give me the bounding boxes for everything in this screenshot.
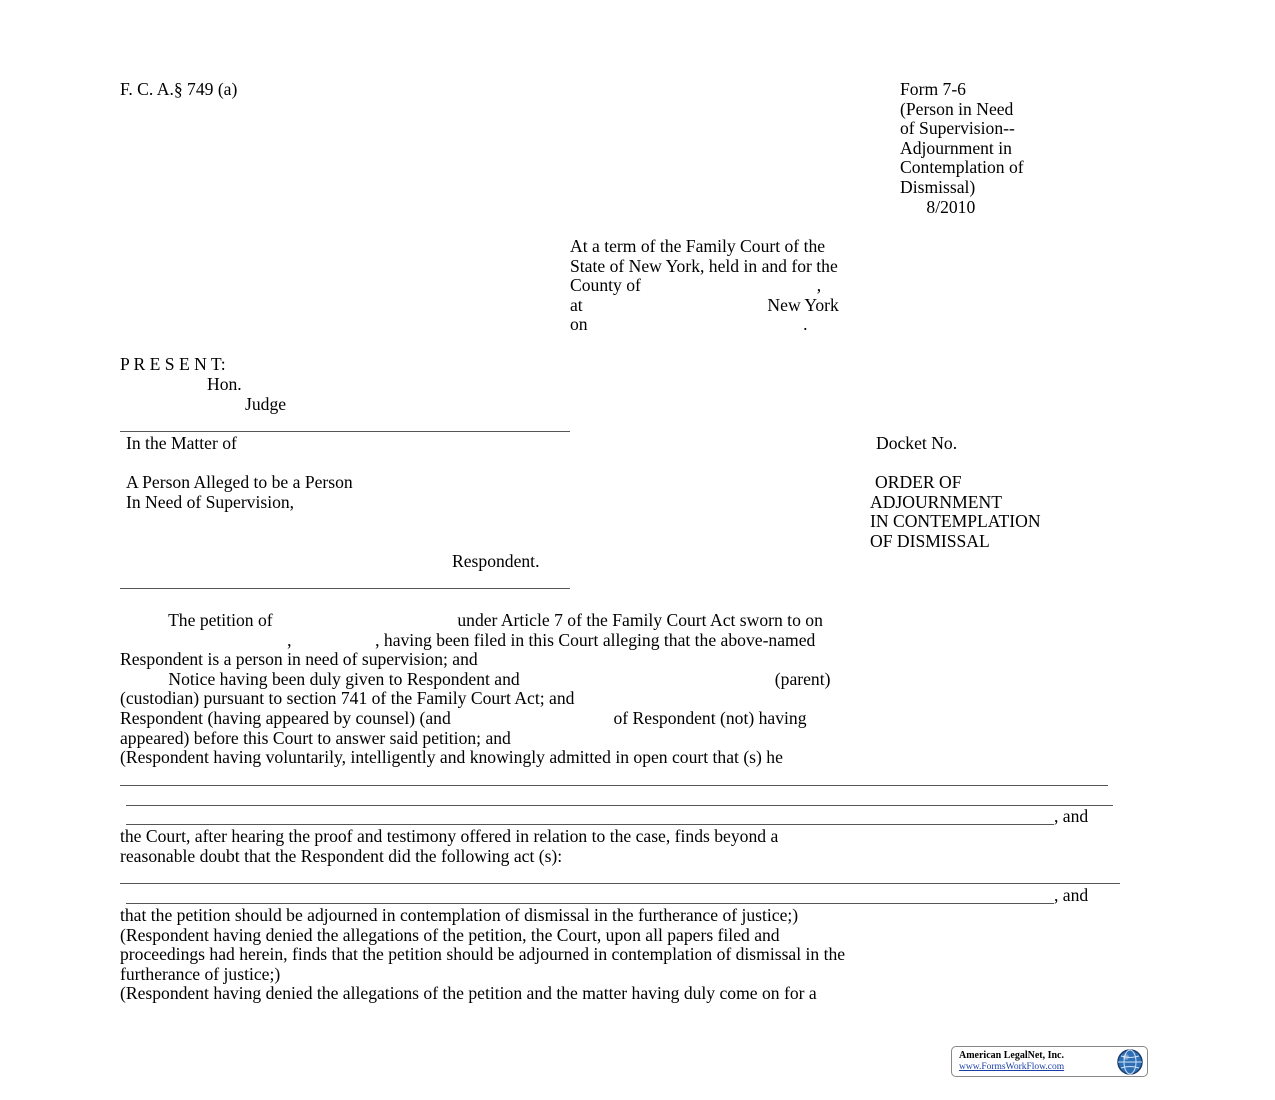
body-line: (Respondent having denied the allegations of the petition, the Court, upon all papers filed and: [120, 925, 780, 945]
order-title-line: OF DISMISSAL: [870, 530, 990, 551]
location-line: at New York: [570, 294, 839, 315]
date-line: on .: [570, 314, 808, 335]
alleged-line-2: In Need of Supervision,: [126, 492, 295, 512]
form-identifier: [900, 80, 1024, 217]
globe-icon: [1116, 1048, 1144, 1076]
body-line: furtherance of justice;): [120, 964, 281, 984]
publisher-url[interactable]: www.FormsWorkFlow.com: [959, 1062, 1065, 1072]
body-line: the Court, after hearing the proof and testimony offered in relation to the case, finds beyond a: [120, 826, 779, 846]
alleged-line-1: A Person Alleged to be a Person: [126, 472, 353, 492]
body-line: proceedings had herein, finds that the petition should be adjourned in contemplation of dismissal in the: [120, 944, 846, 964]
body-line: Respondent (having appeared by counsel) (and of Respondent (not) having: [120, 708, 807, 728]
body-line: (custodian) pursuant to section 741 of the Family Court Act; and: [120, 688, 575, 708]
docket-number-label: Docket No.: [876, 433, 958, 453]
admission-blank-line: [120, 785, 1108, 786]
order-title: [870, 473, 1041, 551]
body-line: appeared) before this Court to answer said petition; and: [120, 728, 511, 748]
form-line: Contemplation of: [900, 157, 1024, 178]
admission-blank-line: [126, 805, 1113, 806]
court-term-block: [570, 237, 839, 335]
order-title-line: IN CONTEMPLATION: [870, 511, 1041, 532]
form-line: Form 7-6: [900, 79, 966, 99]
body-line: (Respondent having voluntarily, intelligently and knowingly admitted in open court that (s) he: [120, 747, 783, 767]
form-line: (Person in Need: [900, 98, 1014, 119]
body-line: , , having been filed in this Court alleging that the above-named: [120, 630, 816, 650]
body-line: Respondent is a person in need of supervision; and: [120, 649, 478, 669]
caption-top-rule: [120, 431, 570, 432]
form-line: Dismissal): [900, 176, 976, 197]
body-line: Notice having been duly given to Respondent and (parent): [120, 669, 831, 689]
judge-honorific: Hon.: [207, 374, 242, 394]
acts-blank-line: [120, 883, 1120, 884]
court-term-line: At a term of the Family Court of the: [570, 236, 826, 256]
order-title-line: ORDER OF: [875, 472, 962, 492]
publisher-name: American LegalNet, Inc.: [959, 1050, 1064, 1061]
form-line: of Supervision--: [900, 118, 1015, 139]
form-date: 8/2010: [900, 196, 976, 217]
respondent-label: Respondent.: [452, 551, 540, 571]
court-term-line: State of New York, held in and for the: [570, 255, 838, 276]
county-line: County of ,: [570, 275, 822, 296]
body-line: reasonable doubt that the Respondent did the following act (s):: [120, 846, 563, 866]
acts-blank-line: [126, 903, 1054, 904]
body-line: (Respondent having denied the allegations of the petition and the matter having duly come on for a: [120, 983, 817, 1003]
order-title-line: ADJOURNMENT: [870, 491, 1002, 512]
form-line: Adjournment in: [900, 137, 1012, 158]
caption-bottom-rule: [120, 588, 570, 589]
judge-title: Judge: [245, 394, 287, 414]
statute-citation: F. C. A.§ 749 (a): [120, 79, 238, 99]
matter-heading: In the Matter of: [126, 433, 237, 453]
publisher-badge[interactable]: [951, 1046, 1148, 1077]
present-label: P R E S E N T:: [120, 354, 226, 374]
and-conjunction: , and: [1054, 806, 1089, 826]
admission-blank-line: [126, 824, 1054, 825]
body-line: that the petition should be adjourned in contemplation of dismissal in the furtherance of justice;): [120, 905, 799, 925]
body-line: The petition of under Article 7 of the Family Court Act sworn to on: [120, 610, 823, 630]
and-conjunction: , and: [1054, 885, 1089, 905]
